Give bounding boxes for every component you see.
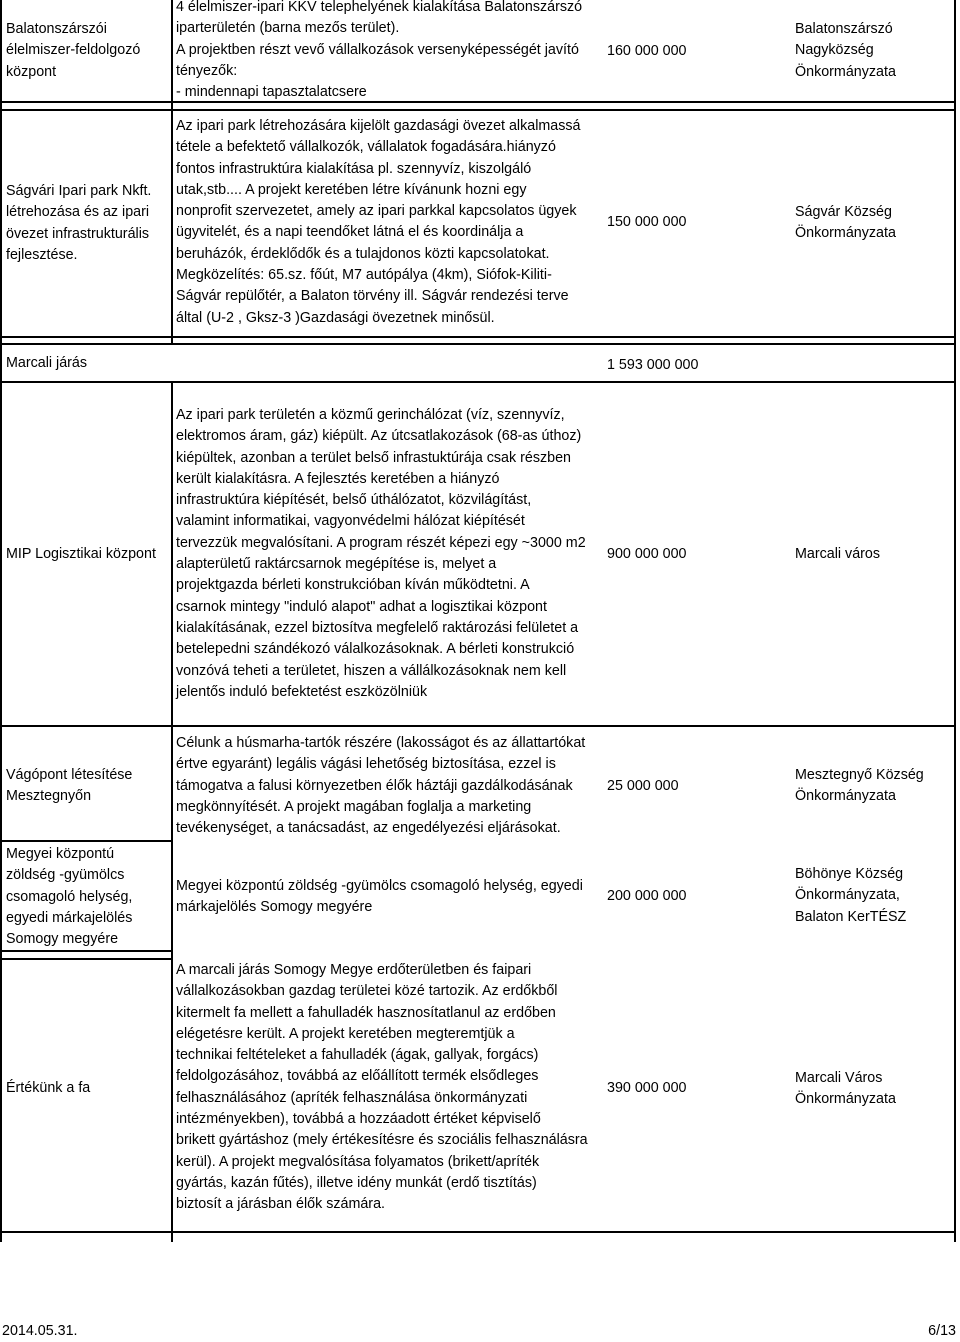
- table-border: [0, 1231, 956, 1233]
- table-border: [171, 727, 173, 1242]
- project-amount: 900 000 000: [607, 546, 687, 562]
- project-amount: 150 000 000: [607, 214, 687, 230]
- project-description: Az ipari park létrehozására kijelölt gazdasági övezet alkalmassá tétele a befektető vállalkozók, vállalatok fogadására.hiányzó fontos infrastruktúra kialakítása pl. szennyvíz, kiszolgáló utak,stb.... A projekt keretében létre kívánunk hozni egy nonprofit szervezetet, amely az ipari parkkal kapcsolatos ügyek ügyvitelét, és a napi teendőket látná el és koordinálja a beruházók, érdeklődők és a tulajdonos közti kapcsolatokat. Megközelítés: 65.sz. főút, M7 autópálya (4km), Siófok-Kiliti- Ságvár repülőtér, a Balaton törvény ill. Ságvár rendezési terve által (U-2 , Gksz-3 )Gazdasági övezetnek minősül.: [176, 118, 581, 326]
- project-beneficiary: Böhönye Község Önkormányzata, Balaton KerTÉSZ: [795, 866, 907, 925]
- table-border: [0, 381, 956, 383]
- table-border: [0, 336, 956, 338]
- project-description: Az ipari park területén a közmű gerinchálózat (víz, szennyvíz, elektromos áram, gáz) kiépült. Az útcsatlakozások (68-as úthoz) kiépültek, azonban a terület belső infrastuktúrája csak részben került kialakításra. A fejlesztés keretében a hiányzó infrastruktúra kiépítését, belső úthálózatot, közvilágítást, valamint informatikai, vagyonvédelmi hálózat kiépítését tervezzük megvalósítani. A program részét képezi egy ~3000 m2 alapterületű raktárcsarnok megépítése is, melyet a projektgazda bérleti konstrukcióban kíván működtetni. A csarnok mintegy "induló alapot" adhat a logisztikai központ kialakításának, ezzel biztosítva megfelelő raktározási felületet a betelepedni szándékozó válalkozásoknak. A bérleti konstrukció vonzóvá teheti a területet, hiszen a vállálkozásoknak nem kell jelentős induló befektetést eszközölniük: [176, 407, 586, 700]
- table-border: [954, 345, 956, 382]
- project-amount: 25 000 000: [607, 778, 679, 794]
- table-border: [171, 383, 173, 726]
- project-amount: 200 000 000: [607, 888, 687, 904]
- project-amount: 390 000 000: [607, 1080, 687, 1096]
- footer-date: 2014.05.31.: [2, 1323, 78, 1339]
- project-description: Célunk a húsmarha-tartók részére (lakosságot és az állattartókat értve egyaránt) legális vágási lehetőség biztosítása, ezzel is támogatva a falusi környezetben élők háztáji gazdálkodásának megkönnyítését. A projekt magában foglalja a marketing tevékenységet, a tanácsadást, az engedélyezési eljárásokat.: [176, 735, 586, 837]
- page-number: 6/13: [928, 1323, 956, 1339]
- project-beneficiary: Marcali Város Önkormányzata: [795, 1070, 896, 1108]
- section-total: 1 593 000 000: [607, 357, 699, 373]
- project-name: MIP Logisztikai központ: [6, 546, 156, 562]
- project-description: A marcali járás Somogy Megye erdőterületben és faipari vállalkozásokban gazdag területei közé tartozik. Az erdőkből kitermelt fa mellett a fahulladék hasznosítatlanul az erdőben elégetésre került. A projekt keretében megteremtjük a technikai feltételeket a fahulladék (ágak, gallyak, forgács) feldolgozásához, továbbá az előállított termék elsődleges felhasználásához (apríték felhasználása önkormányzati intézményekben), továbbá a hozzáadott értéket képviselő brikett gyártáshoz (mely értékesítésre és szociális felhasználásra kerül). A projekt megvalósítása folyamatos (brikett/apríték gyártás, kazán fűtés), illetve idény munkát (erdő tisztítás) biztosít a járásban élők számára.: [176, 962, 588, 1213]
- table-border: [0, 958, 171, 960]
- project-description: 4 élelmiszer-ipari KKV telephelyének kialakítása Balatonszárszó iparterületén (barna mezős terület). A projektben részt vevő vállalkozások versenyképességét javító tényezők: - mindennapi tapasztalatcsere: [176, 0, 583, 101]
- section-title: Marcali járás: [6, 355, 88, 371]
- project-description: Megyei központú zöldség -gyümölcs csomagoló helység, egyedi márkajelölés Somogy megyére: [176, 878, 583, 916]
- table-border: [0, 0, 2, 345]
- project-name: Balatonszárszói élelmiszer-feldolgozó központ: [6, 21, 141, 80]
- project-name: Értékünk a fa: [6, 1080, 91, 1096]
- project-beneficiary: Marcali város: [795, 546, 881, 562]
- table-border: [0, 109, 956, 111]
- project-beneficiary: Mesztegnyő Község Önkormányzata: [795, 767, 924, 805]
- project-beneficiary: Ságvár Község Önkormányzata: [795, 204, 896, 242]
- project-beneficiary: Balatonszárszó Nagyközség Önkormányzata: [795, 21, 896, 80]
- project-name: Vágópont létesítése Mesztegnyőn: [6, 767, 133, 805]
- project-name: Megyei központú zöldség -gyümölcs csomagoló helység, egyedi márkajelölés Somogy megyére: [6, 846, 133, 948]
- project-amount: 160 000 000: [607, 43, 687, 59]
- table-border: [0, 840, 171, 842]
- table-border: [0, 725, 956, 727]
- table-border: [0, 345, 2, 382]
- table-border: [0, 383, 2, 726]
- table-border: [0, 727, 2, 1242]
- project-name: Ságvári Ipari park Nkft. létrehozása és az ipari övezet infrastrukturális fejlesztése.: [6, 183, 152, 263]
- table-border: [0, 343, 956, 345]
- table-border: [171, 0, 173, 345]
